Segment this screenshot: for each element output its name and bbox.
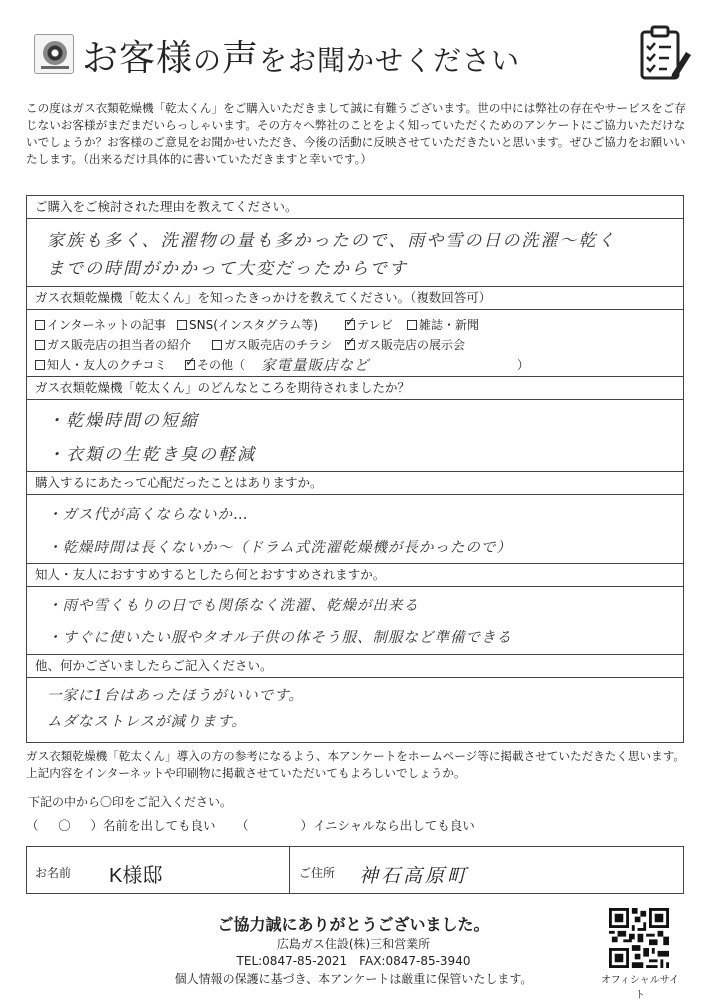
checkbox[interactable] [35, 320, 45, 330]
checkbox[interactable] [407, 320, 417, 330]
checkbox-checked[interactable] [345, 320, 355, 330]
contact-numbers: TEL:0847-85-2021 FAX:0847-85-3940 [236, 954, 471, 968]
answer-5-line-2: ・すぐに使いたい服やタオル子供の体そう服、制服など準備できる [47, 630, 512, 646]
question-3: ガス衣類乾燥機「乾太くん」のどんなところを期待されましたか？ [27, 376, 683, 400]
qr-label: オフィシャルサイト [601, 975, 679, 1000]
clipboard-checklist-icon [636, 24, 692, 84]
checkbox-checked[interactable] [185, 360, 195, 370]
name-value[interactable]: K様邸 [109, 865, 163, 887]
answer-1-line-2: までの時間がかかって大変だったからです [47, 259, 408, 279]
answer-3-line-2: ・衣類の生乾き臭の軽減 [47, 445, 256, 465]
thanks-message: ご協力誠にありがとうございました。 [217, 915, 490, 934]
option-gas-dealer-exhibition[interactable]: ✓ ガス販売店の展示会 [345, 336, 465, 353]
privacy-note: 個人情報の保護に基づき、本アンケートは厳重に保管いたします。 [174, 972, 533, 986]
question-6: 他、何かございましたらご記入ください。 [27, 654, 683, 678]
consent-choice-initial[interactable]: （ ）イニシャルなら出しても良い [236, 818, 475, 833]
checkbox[interactable] [177, 320, 187, 330]
consent-instruction: 下記の中から〇印をご記入ください。 [28, 795, 233, 809]
answer-3-line-1: ・乾燥時間の短縮 [47, 411, 199, 431]
other-close-paren: ） [517, 358, 530, 372]
answer-4-line-1: ・ガス代が高くならないか… [47, 507, 249, 523]
answer-5-line-1: ・雨や雪くもりの日でも関係なく洗濯、乾燥が出来る [47, 598, 419, 614]
option-word-of-mouth[interactable]: 知人・友人のクチコミ [35, 356, 167, 373]
answer-6-line-1: 一家に1台はあったほうがいいです。 [47, 688, 304, 704]
address-value[interactable]: 神石高原町 [359, 865, 470, 887]
consent-choice-name[interactable]: （ 〇 ）名前を出しても良い [26, 818, 216, 833]
option-tv[interactable]: ✓ テレビ [345, 316, 393, 333]
option-gas-dealer-staff[interactable]: ガス販売店の担当者の紹介 [35, 336, 191, 353]
qr-code-icon[interactable] [609, 908, 669, 968]
answer-4-line-2: ・乾燥時間は長くないか～（ドラム式洗濯乾燥機が長かったので） [47, 540, 512, 556]
address-label: ご住所 [299, 866, 336, 880]
answer-6-line-2: ムダなストレスが減ります。 [47, 714, 247, 730]
question-1: ご購入をご検討された理由を教えてください。 [27, 196, 683, 219]
checkbox-checked[interactable] [345, 340, 355, 350]
checkbox[interactable] [35, 360, 45, 370]
page-title: お客様の声をお聞かせください [82, 38, 521, 79]
dryer-logo-icon [34, 34, 74, 74]
question-5: 知人・友人におすすめするとしたら何とおすすめされますか。 [27, 563, 683, 587]
option-magazine[interactable]: 雑誌・新聞 [407, 316, 479, 333]
checkbox[interactable] [35, 340, 45, 350]
choice-1-mark[interactable]: 〇 [58, 818, 71, 833]
intro-text: この度はガス衣類乾燥機「乾太くん」をご購入いただきまして誠に有難うございます。世の中には弊社の存在やサービスをご存じないお客様がまだまだいらっしゃいます。その方々へ弊社のことをよく知っていただくためのアンケートにご協力いただけないでしょうか？お客様のご意見をお聞かせいただき、今後の活動に反映させていただきたいと思います。ぜひご協力をお願いいたします。（出来るだけ具体的に書いていただきますと幸いです。） [26, 101, 686, 166]
option-gas-dealer-flyer[interactable]: ガス販売店のチラシ [212, 336, 332, 353]
other-answer: 家電量販店など [261, 358, 370, 374]
answer-1-line-1: 家族も多く、洗濯物の量も多かったので、雨や雪の日の洗濯～乾く [47, 231, 617, 251]
divider [289, 847, 290, 893]
company-name: 広島ガス住設(株)三和営業所 [276, 937, 431, 951]
question-2: ガス衣類乾燥機「乾太くん」を知ったきっかけを教えてください。（複数回答可） [27, 286, 683, 310]
survey-questions [26, 195, 684, 743]
question-4: 購入するにあたって心配だったことはありますか。 [27, 471, 683, 495]
option-sns[interactable]: SNS(インスタグラム等) [177, 316, 318, 333]
customer-info-box [26, 846, 684, 894]
publication-consent-note: ガス衣類乾燥機「乾太くん」導入の方の参考になるよう、本アンケートをホームページ等に掲載させていただきたく思います。上記内容をインターネットや印刷物に掲載させていただいてもよろしいでしょうか。 [26, 749, 685, 780]
checkbox[interactable] [212, 340, 222, 350]
option-other[interactable]: ✓ その他（ [185, 356, 245, 373]
name-label: お名前 [35, 866, 72, 880]
option-internet[interactable]: インターネットの記事 [35, 316, 166, 333]
